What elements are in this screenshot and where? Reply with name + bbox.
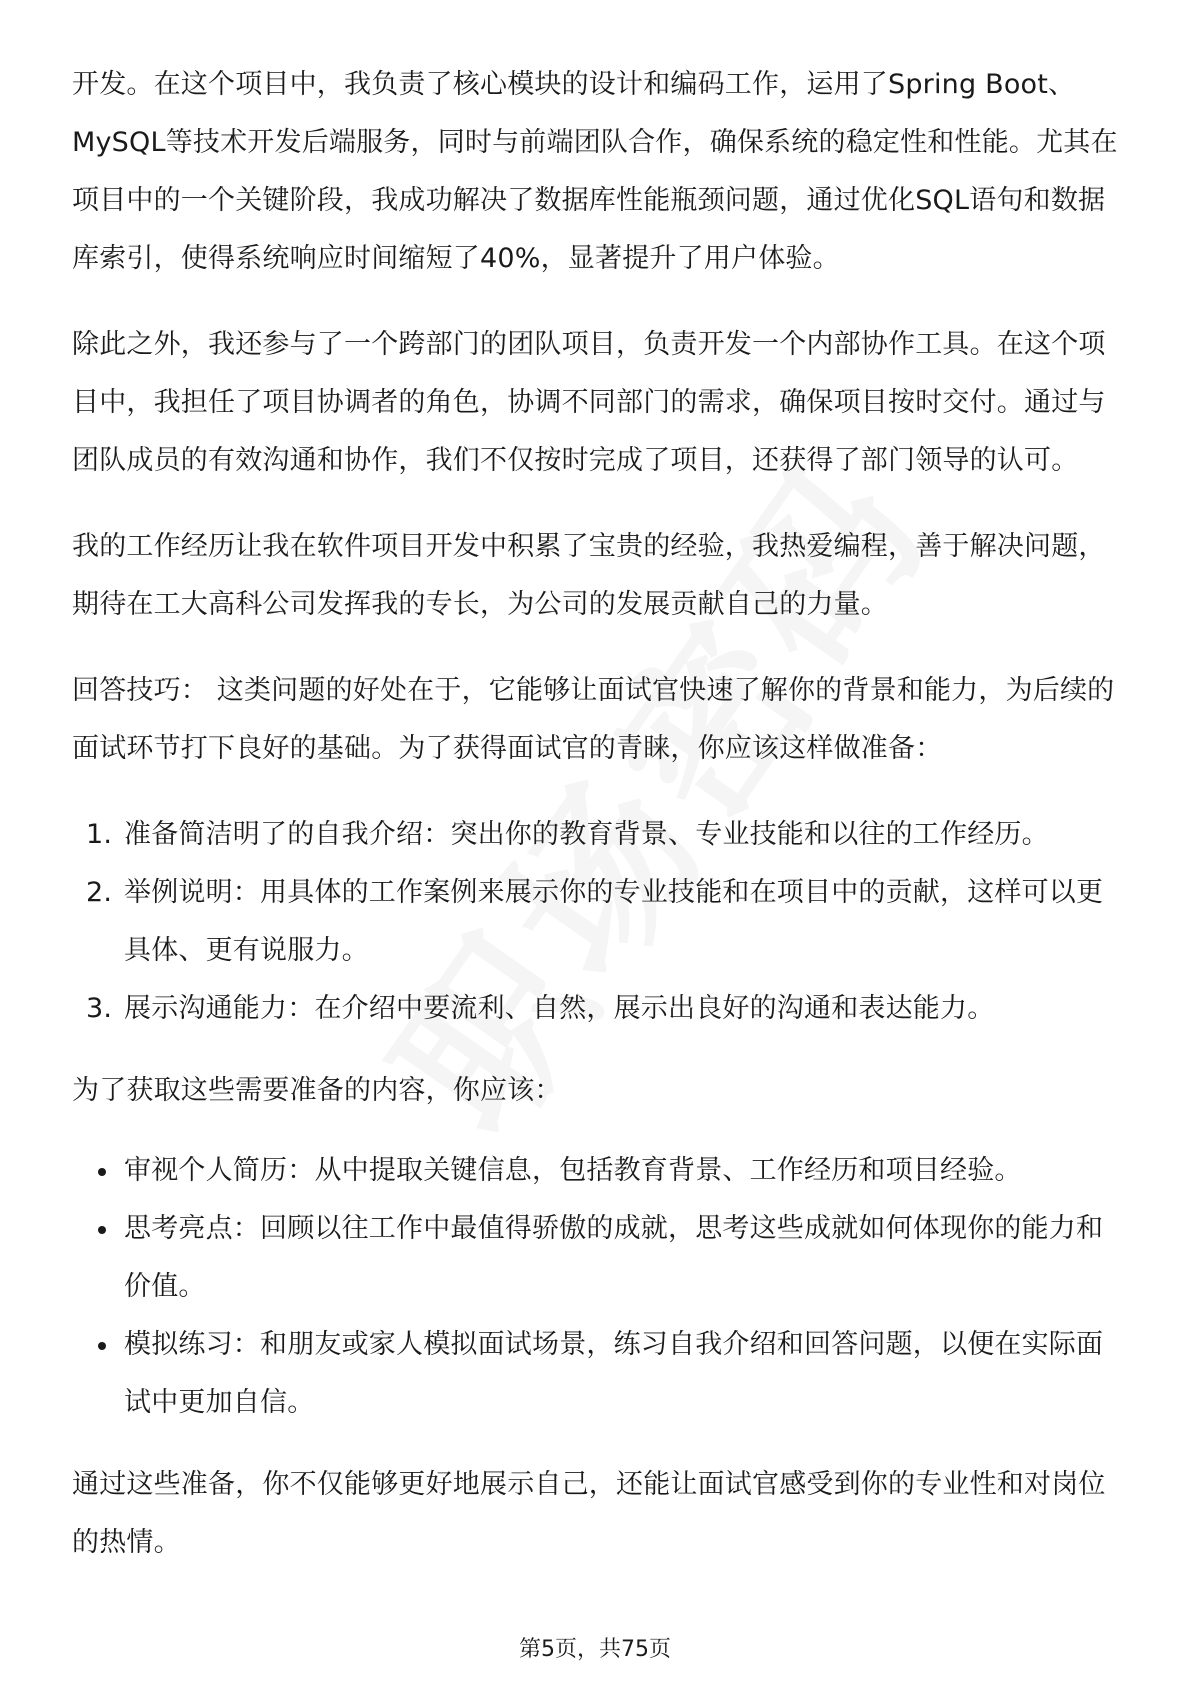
document-body: [72, 56, 1122, 1600]
list-item: [72, 1142, 1122, 1200]
bullet-icon: [98, 1226, 106, 1234]
list-item: [72, 980, 1122, 1038]
paragraph-summary: 我的工作经历让我在软件项目开发中积累了宝贵的经验，我热爱编程，善于解决问题，期待在工大高科公司发挥我的专长，为公司的发展贡献自己的力量。: [72, 531, 1106, 620]
bullet-icon: [98, 1342, 106, 1350]
list-item-text: 模拟练习：和朋友或家人模拟面试场景，练习自我介绍和回答问题，以便在实际面试中更加自信。: [124, 1329, 1104, 1418]
list-item-text: 准备简洁明了的自我介绍：突出你的教育背景、专业技能和以往的工作经历。: [124, 819, 1049, 850]
paragraph-conclusion: 通过这些准备，你不仅能够更好地展示自己，还能让面试官感受到你的专业性和对岗位的热情。: [72, 1469, 1106, 1558]
list-number: 3.: [86, 993, 113, 1024]
list-number: 2.: [86, 877, 113, 908]
list-item: [72, 806, 1122, 864]
paragraph-project-experience: 开发。在这个项目中，我负责了核心模块的设计和编码工作，运用了Spring Boot、MySQL等技术开发后端服务，同时与前端团队合作，确保系统的稳定性和性能。尤其在项目中的一个关键阶段，我成功解决了数据库性能瓶颈问题，通过优化SQL语句和数据库索引，使得系统响应时间缩短了40%，显著提升了用户体验。: [72, 69, 1118, 274]
list-item: [72, 1200, 1122, 1316]
ordered-list: [72, 806, 1122, 1038]
bullet-list: [72, 1142, 1122, 1432]
list-item-text: 举例说明：用具体的工作案例来展示你的专业技能和在项目中的贡献，这样可以更具体、更有说服力。: [124, 877, 1104, 966]
page-number-footer: 第5页，共75页: [519, 1637, 671, 1662]
bullet-icon: [98, 1168, 106, 1176]
list-item-text: 思考亮点：回顾以往工作中最值得骄傲的成就，思考这些成就如何体现你的能力和价值。: [124, 1213, 1104, 1302]
list-item: [72, 1316, 1122, 1432]
list-item-text: 审视个人简历：从中提取关键信息，包括教育背景、工作经历和项目经验。: [124, 1155, 1022, 1186]
paragraph-cross-department: 除此之外，我还参与了一个跨部门的团队项目，负责开发一个内部协作工具。在这个项目中，我担任了项目协调者的角色，协调不同部门的需求，确保项目按时交付。通过与团队成员的有效沟通和协作，我们不仅按时完成了项目，还获得了部门领导的认可。: [72, 329, 1106, 476]
paragraph-answer-tips: 回答技巧： 这类问题的好处在于，它能够让面试官快速了解你的背景和能力，为后续的面试环节打下良好的基础。为了获得面试官的青睐，你应该这样做准备：: [72, 675, 1115, 764]
list-item-text: 展示沟通能力：在介绍中要流利、自然，展示出良好的沟通和表达能力。: [124, 993, 995, 1024]
list-number: 1.: [86, 819, 113, 850]
list-item: [72, 864, 1122, 980]
paragraph-preparation-intro: 为了获取这些需要准备的内容，你应该：: [72, 1075, 562, 1106]
